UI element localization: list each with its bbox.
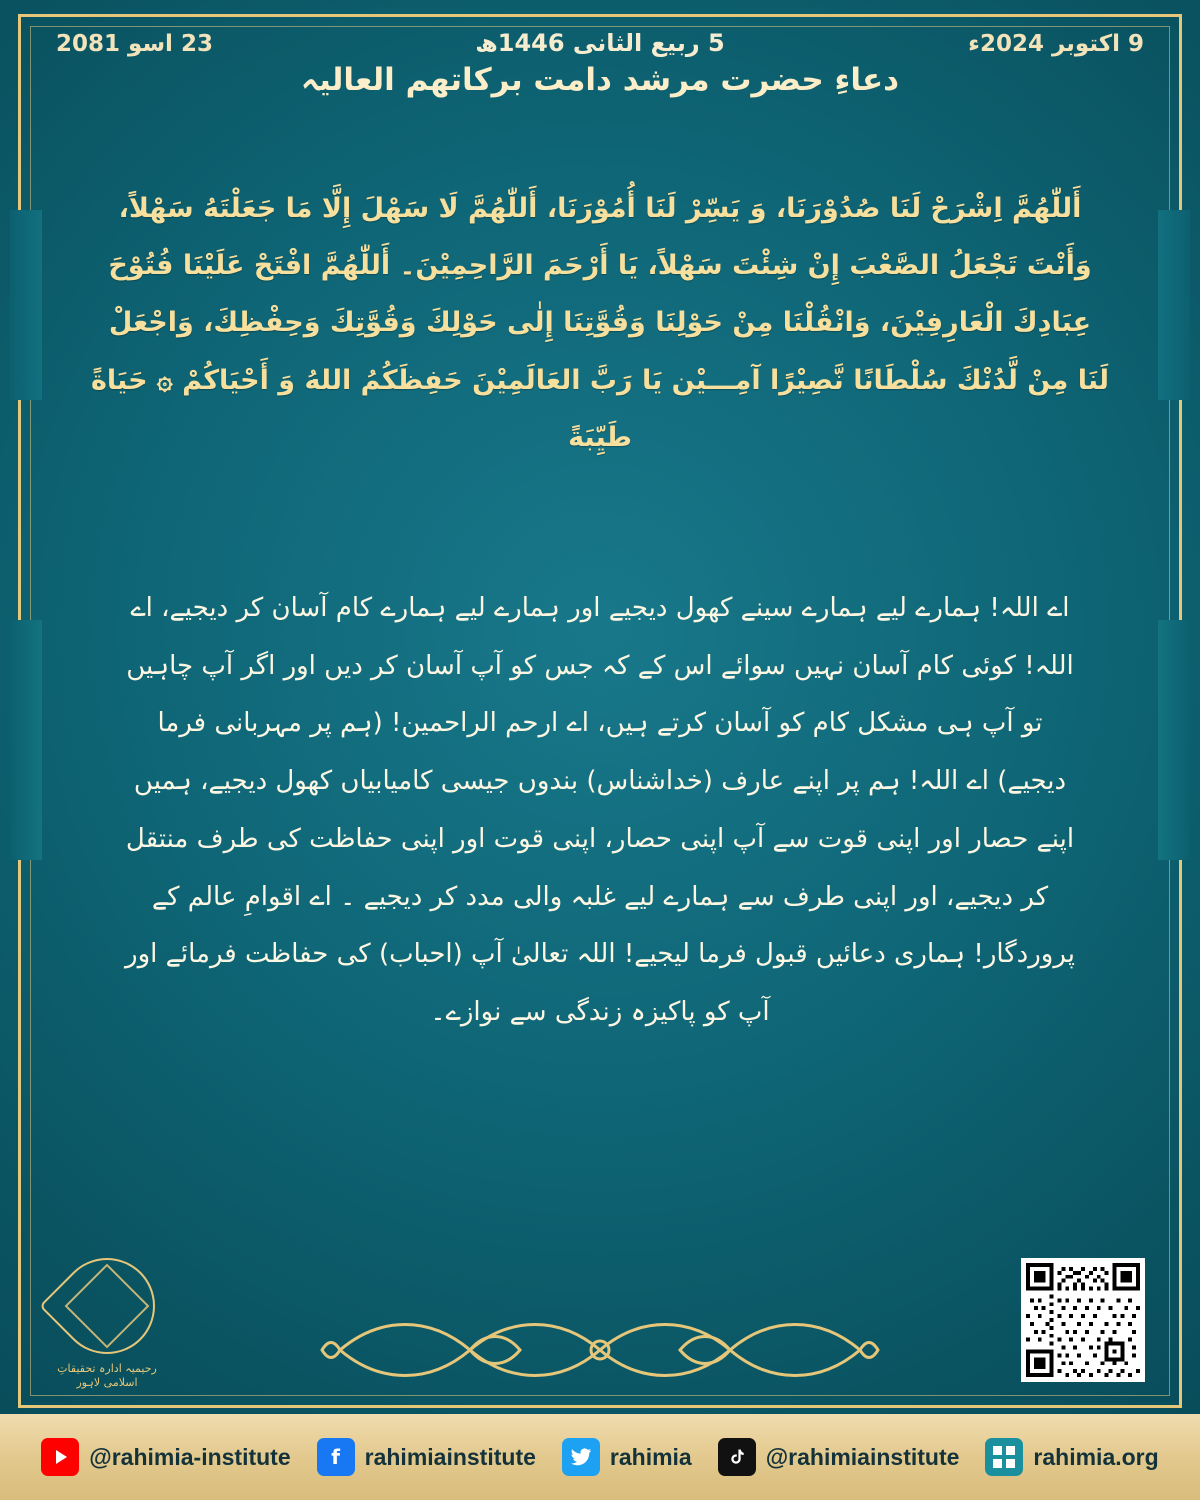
social-twitter[interactable] [562, 1438, 692, 1476]
social-youtube[interactable] [41, 1438, 290, 1476]
website-icon [985, 1438, 1023, 1476]
youtube-icon [41, 1438, 79, 1476]
twitter-handle: rahimia [609, 1443, 692, 1470]
urdu-translation-text: اے اللہ! ہمارے لیے ہمارے سینے کھول دیجیے اور ہمارے لیے ہمارے کام آسان کر دیجیے، اے اللہ! کوئی کام آسان نہیں سوائے اس کے کہ جس کو آپ آسان کر دیں اور اگر آپ چاہیں تو آپ ہی مشکل کام کو آسان کرتے ہیں، اے ارحم الراحمین! (ہم پر مہربانی فرما دیجیے) اے اللہ! ہم پر اپنے عارف (خداشناس) بندوں جیسی کامیابیاں کھول دیجیے، ہمیں اپنے حصار اور اپنی قوت سے آپ اپنی حصار، اپنی قوت اور اپنی حفاظت کی طرف منتقل کر دیجیے، اور اپنی طرف سے ہمارے لیے غلبہ والی مدد کر دیجیے ۔ اے اقوامِ عالم کے پروردگار! ہماری دعائیں قبول فرما لیجیے! اللہ تعالیٰ آپ (احباب) کی حفاظت فرمائے اور آپ کو پاکیزہ زندگی سے نوازے۔ [125, 593, 1075, 1028]
rahimia-logo [52, 1258, 162, 1388]
decorative-flourish [320, 1312, 880, 1388]
frame-gap [10, 620, 42, 860]
frame-gap [1158, 210, 1190, 400]
frame-gap [1158, 620, 1190, 860]
logo-mark-icon [39, 1238, 175, 1374]
date-gregorian: 9 اکتوبر 2024ء [968, 31, 1144, 57]
qr-code[interactable] [1021, 1258, 1145, 1382]
logo-caption: رحیمیہ ادارہ تحقیقاتِ اسلامی لاہور [57, 1362, 157, 1390]
date-nanakshahi: 23 اسو 2081 [56, 31, 213, 57]
tiktok-icon [718, 1438, 756, 1476]
logo-inner-shape [65, 1264, 150, 1349]
tiktok-handle: @rahimiainstitute [765, 1443, 960, 1470]
qr-code-image [1026, 1263, 1140, 1377]
social-website[interactable] [985, 1438, 1158, 1476]
arabic-dua-text: أَللّٰهُمَّ اِشْرَحْ لَنَا صُدُوْرَنَا، وَ يَسِّرْ لَنَا أُمُوْرَنَا، أَللّٰهُمَّ لَا سَهْلَ إِلَّا مَا جَعَلْتَهُ سَهْلاً، وَأَنْتَ تَجْعَلُ الصَّعْبَ إِنْ شِئْتَ سَهْلاً، يَا أَرْحَمَ الرَّاحِمِيْنَ۔ أَللّٰهُمَّ افْتَحْ عَلَيْنَا فُتُوْحَ عِبَادِكَ الْعَارِفِيْنَ، وَانْقُلْنَا مِنْ حَوْلِنَا وَقُوَّتِنَا إِلٰى حَوْلِكَ وَقُوَّتِكَ وَحِفْظِكَ، وَاجْعَلْ لَنَا مِنْ لَّدُنْكَ سُلْطَانًا نَّصِيْرًا آمِـــيْن يَا رَبَّ العَالَمِيْنَ حَفِظَكُمُ اللهُ وَ أَحْيَاكُمْ ۞ حَيَاةً طَيِّبَةً [90, 193, 1110, 453]
twitter-icon [562, 1438, 600, 1476]
page-title: دعاءِ حضرت مرشد دامت برکاتهم العالیہ [300, 62, 900, 98]
facebook-icon: f [317, 1438, 355, 1476]
social-footer [0, 1414, 1200, 1500]
website-handle: rahimia.org [1033, 1443, 1159, 1470]
date-hijri: 5 ربیع الثانی 1446ھ [475, 29, 725, 57]
youtube-handle: @rahimia-institute [89, 1443, 291, 1470]
facebook-handle: rahimiainstitute [364, 1443, 536, 1470]
frame-gap [10, 210, 42, 400]
social-facebook[interactable] [317, 1438, 536, 1476]
social-tiktok[interactable] [718, 1438, 960, 1476]
